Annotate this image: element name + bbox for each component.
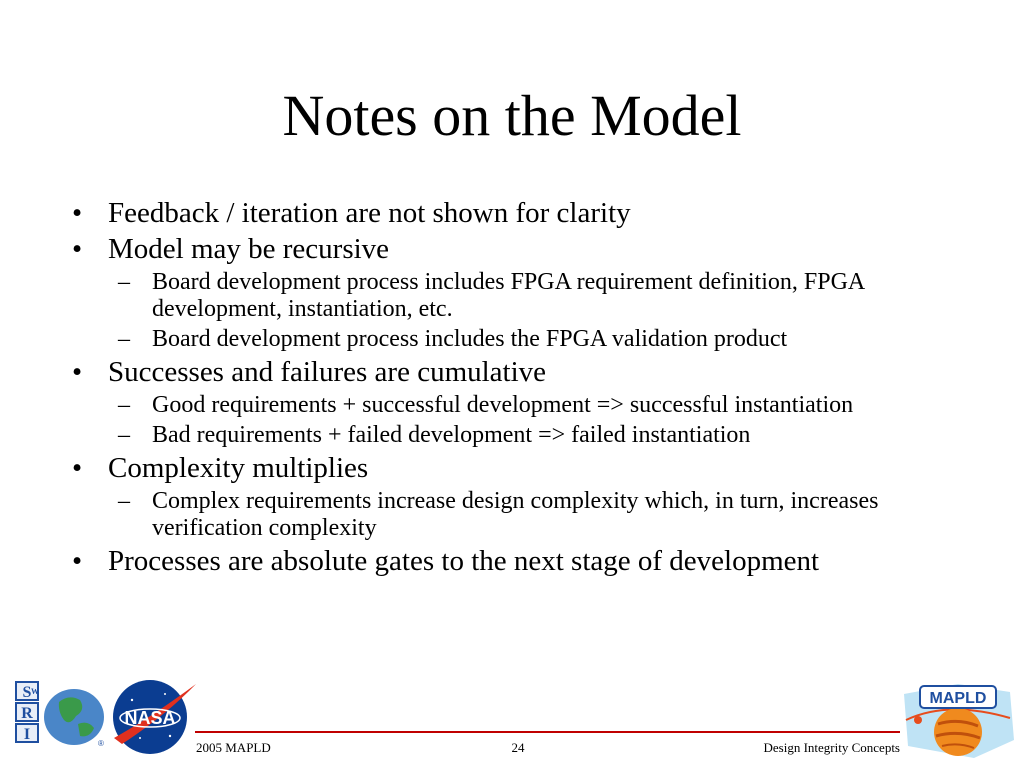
sri-logo [14,680,106,748]
bullet-list [72,194,972,578]
mapld-logo [898,680,1018,762]
sub-bullet-text: Bad requirements + failed development => failed instantiation [152,422,751,448]
nasa-wordmark: NASA [124,708,176,728]
sub-bullet-item [72,326,972,353]
footer-divider [195,731,900,733]
bullet-text: Complexity multiplies [108,452,369,484]
dash-marker: – [118,488,130,514]
bullet-marker: • [72,452,83,484]
sub-bullet-item [72,392,972,419]
mapld-wordmark: MAPLD [929,690,987,707]
sub-bullet-item [72,488,972,542]
footer-conference: 2005 MAPLD [196,740,271,755]
bullet-text: Model may be recursive [108,233,390,265]
bullet-item [72,355,972,389]
sub-bullet-item [72,269,972,323]
sub-bullet-text: Good requirements + successful development => successful instantiation [152,392,854,418]
bullet-item [72,232,972,266]
svg-text:®: ® [98,739,104,748]
bullet-marker: • [72,545,83,577]
bullet-marker: • [72,233,83,265]
bullet-item [72,451,972,485]
sub-bullet-text: Complex requirements increase design complexity which, in turn, increases verification complexity [152,488,879,541]
sub-bullet-text: Board development process includes FPGA requirement definition, FPGA development, instantiation, etc. [152,269,864,322]
bullet-text: Feedback / iteration are not shown for clarity [108,197,631,229]
bullet-text: Processes are absolute gates to the next stage of development [108,545,820,577]
svg-text:I: I [23,726,31,743]
svg-text:S: S [22,684,32,701]
footer-page-number: 24 [511,740,525,755]
sub-bullet-item [72,422,972,449]
nasa-logo [110,678,200,756]
dash-marker: – [118,422,130,448]
dash-marker: – [118,392,130,418]
sub-bullet-text: Board development process includes the FPGA validation product [152,326,788,352]
bullet-item [72,196,972,230]
bullet-item [72,544,972,578]
bullet-text: Successes and failures are cumulative [108,356,547,388]
svg-text:W: W [31,687,39,696]
svg-text:R: R [21,705,33,722]
slide-title: Notes on the Model [282,83,742,148]
bullet-marker: • [72,356,83,388]
dash-marker: – [118,269,130,295]
footer-title: Design Integrity Concepts [763,740,900,755]
dash-marker: – [118,326,130,352]
bullet-marker: • [72,197,83,229]
